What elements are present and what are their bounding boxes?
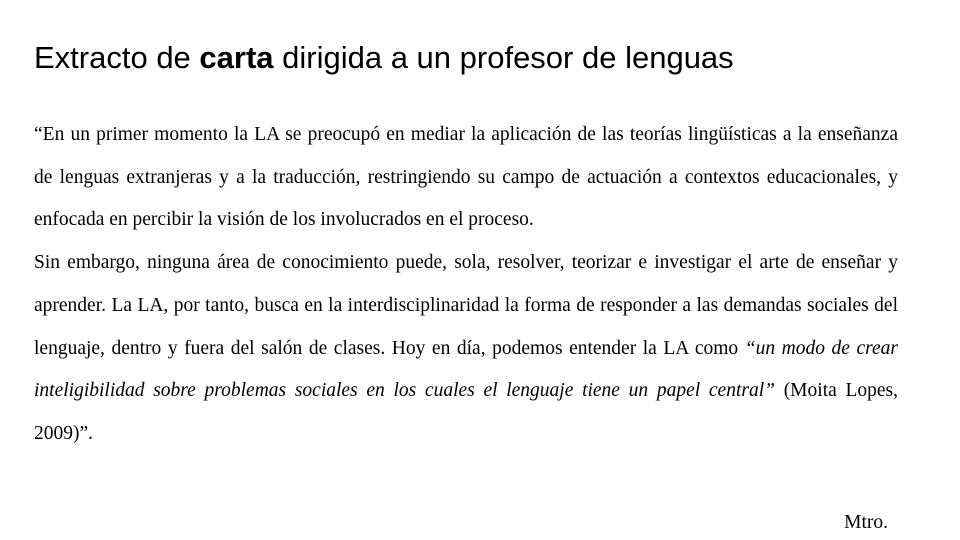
title-emphasis: carta [199,40,274,75]
italic-quote: “un modo de crear inteligibilidad sobre problemas sociales en los cuales el lenguaje tiene un papel central” [34,337,898,402]
paragraph-1: “En un primer momento la LA se preocupó en mediar la aplicación de las teorías lingüísticas a la enseñanza de lenguas extranjeras y a la traducción, restringiendo su campo de actuación a contextos educacionales, y enfocada en percibir la visión de los involucrados en el proceso. [34,124,898,231]
letter-excerpt [34,114,898,456]
title-suffix: dirigida a un profesor de lenguas [273,40,734,75]
paragraph-2 [34,242,898,456]
paragraph-2-end: (Moita Lopes, 2009)”. [34,380,898,444]
paragraph-2-start: Sin embargo, ninguna área de conocimiento puede, sola, resolver, teorizar e investigar el arte de enseñar y aprender. La LA, por tanto, busca en la interdisciplinaridad la forma de responder a las demandas sociales del lenguaje, dentro y fuera del salón de clases. Hoy en día, podemos entender la LA como [34,252,898,359]
signature: Mtro. [844,512,888,533]
slide-title [34,36,934,80]
title-prefix: Extracto de [34,40,200,75]
